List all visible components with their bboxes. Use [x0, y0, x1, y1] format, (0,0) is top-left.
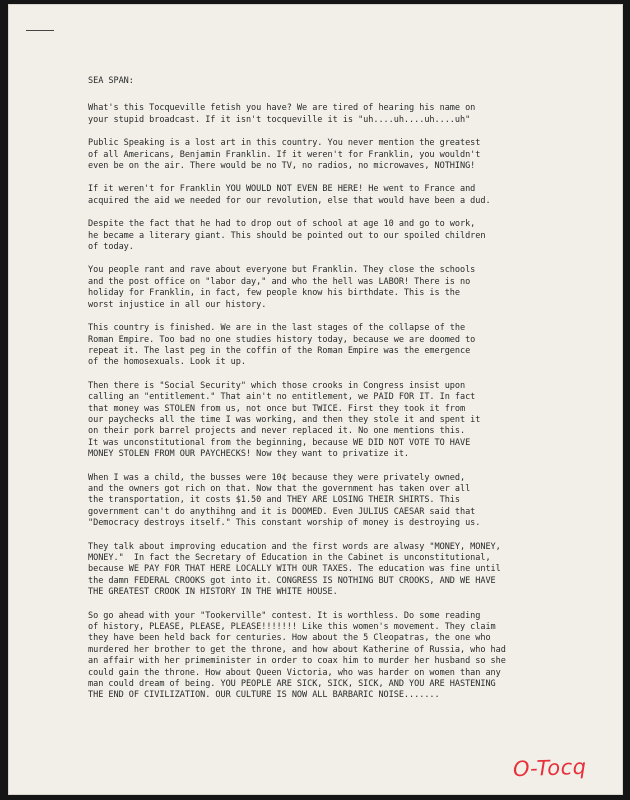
- text-line: even be on the air. There would be no TV, no radios, no microwaves, NOTHING!: [88, 161, 476, 172]
- text-line: Then there is "Social Security" which those crooks in Congress insist upon: [88, 380, 466, 391]
- text-line: This country is finished. We are in the last stages of the collapse of the: [88, 323, 466, 334]
- handwritten-annotation: O-Tocq: [512, 754, 587, 782]
- text-line: of today.: [88, 242, 134, 253]
- paragraph: [88, 219, 568, 253]
- paragraph: [88, 381, 568, 461]
- paragraph: [88, 323, 568, 369]
- paragraph: [88, 611, 568, 702]
- text-line: they have been held back for centuries. How about the 5 Cleopatras, the one who: [88, 633, 491, 644]
- text-line: MONEY STOLEN FROM OUR PAYCHECKS! Now they want to privatize it.: [88, 449, 410, 460]
- text-line: he became a literary giant. This should be pointed out to our spoiled children: [88, 230, 486, 241]
- letter-heading: SEA SPAN:: [88, 76, 134, 86]
- text-line: holiday for Franklin, in fact, few people know his birthdate. This is the: [88, 288, 460, 299]
- letter-page: [8, 4, 623, 795]
- text-line: on their pork barrel projects and never replaced it. No one mentions this.: [88, 426, 466, 437]
- text-line: of the homosexuals. Look it up.: [88, 357, 246, 368]
- text-line: our paychecks all the time I was working, and then they stole it and spent it: [88, 414, 481, 425]
- text-line: could gain the throne. How about Queen Victoria, who was harder on women than any: [88, 667, 501, 678]
- text-line: that money was STOLEN from us, not once but TWICE. First they took it from: [88, 403, 466, 414]
- text-line: and the owners got rich on that. Now that the government has taken over all: [88, 483, 471, 494]
- text-line: Despite the fact that he had to drop out of school at age 10 and go to work,: [88, 219, 476, 230]
- text-line: because WE PAY FOR THAT HERE LOCALLY WITH OUR TAXES. The education was fine until: [88, 564, 501, 575]
- letter-paragraphs: [88, 103, 568, 701]
- text-line: You people rant and rave about everyone but Franklin. They close the schools: [88, 265, 476, 276]
- text-line: repeat it. The last peg in the coffin of the Roman Empire was the emergence: [88, 345, 471, 356]
- text-line: When I was a child, the busses were 10¢ because they were privately owned,: [88, 472, 466, 483]
- text-line: If it weren't for Franklin YOU WOULD NOT EVEN BE HERE! He went to France and: [88, 184, 476, 195]
- text-line: the damn FEDERAL CROOKS got into it. CONGRESS IS NOTHING BUT CROOKS, AND WE HAVE: [88, 575, 496, 586]
- text-line: "Democracy destroys itself." This constant worship of money is destroying us.: [88, 518, 481, 529]
- text-line: Public Speaking is a lost art in this country. You never mention the greatest: [88, 138, 481, 149]
- text-line: THE GREATEST CROOK IN HISTORY IN THE WHITE HOUSE.: [88, 587, 338, 598]
- text-line: So go ahead with your "Tookerville" contest. It is worthless. Do some reading: [88, 610, 481, 621]
- text-line: THE END OF CIVILIZATION. OUR CULTURE IS NOW ALL BARBARIC NOISE.......: [88, 690, 440, 701]
- letter-body: [88, 76, 568, 714]
- text-line: It was unconstitutional from the beginning, because WE DID NOT VOTE TO HAVE: [88, 437, 471, 448]
- text-line: Roman Empire. Too bad no one studies history today, because we are doomed to: [88, 334, 476, 345]
- text-line: an affair with her primeminister in order to coax him to murder her husband so she: [88, 656, 506, 667]
- text-line: your stupid broadcast. If it isn't tocqueville it is "uh....uh....uh....uh": [88, 114, 471, 125]
- text-line: of all Americans, Benjamin Franklin. If it weren't for Franklin, you wouldn't: [88, 149, 481, 160]
- text-line: calling an "entitlement." That ain't no entitlement, we PAID FOR IT. In fact: [88, 392, 476, 403]
- text-line: MONEY." In fact the Secretary of Education in the Cabinet is unconstitutional,: [88, 553, 491, 563]
- text-line: and the post office on "labor day," and who the hell was LABOR! There is no: [88, 276, 471, 287]
- text-line: government can't do anythihng and it is DOOMED. Even JULIUS CAESAR said that: [88, 506, 476, 517]
- text-line: the transportation, it costs $1.50 and THEY ARE LOSING THEIR SHIRTS. This: [88, 495, 460, 506]
- corner-pen-mark: [26, 30, 54, 31]
- text-line: acquired the aid we needed for our revolution, else that would have been a dud.: [88, 195, 491, 206]
- paragraph: [88, 265, 568, 311]
- paragraph: [88, 473, 568, 530]
- text-line: They talk about improving education and the first words are alwasy "MONEY, MONEY,: [88, 541, 501, 552]
- text-line: What's this Tocqueville fetish you have? We are tired of hearing his name on: [88, 103, 476, 114]
- text-line: worst injustice in all our history.: [88, 299, 267, 310]
- text-line: murdered her brother to get the throne, and how about Katherine of Russia, who had: [88, 644, 506, 655]
- paragraph: [88, 138, 568, 172]
- paragraph: [88, 184, 568, 207]
- paragraph: [88, 542, 568, 599]
- paragraph: [88, 103, 568, 126]
- text-line: of history, PLEASE, PLEASE, PLEASE!!!!!!! Like this women's movement. They claim: [88, 622, 496, 633]
- text-line: man could dream of being. YOU PEOPLE ARE SICK, SICK, SICK, AND YOU ARE HASTENING: [88, 679, 496, 690]
